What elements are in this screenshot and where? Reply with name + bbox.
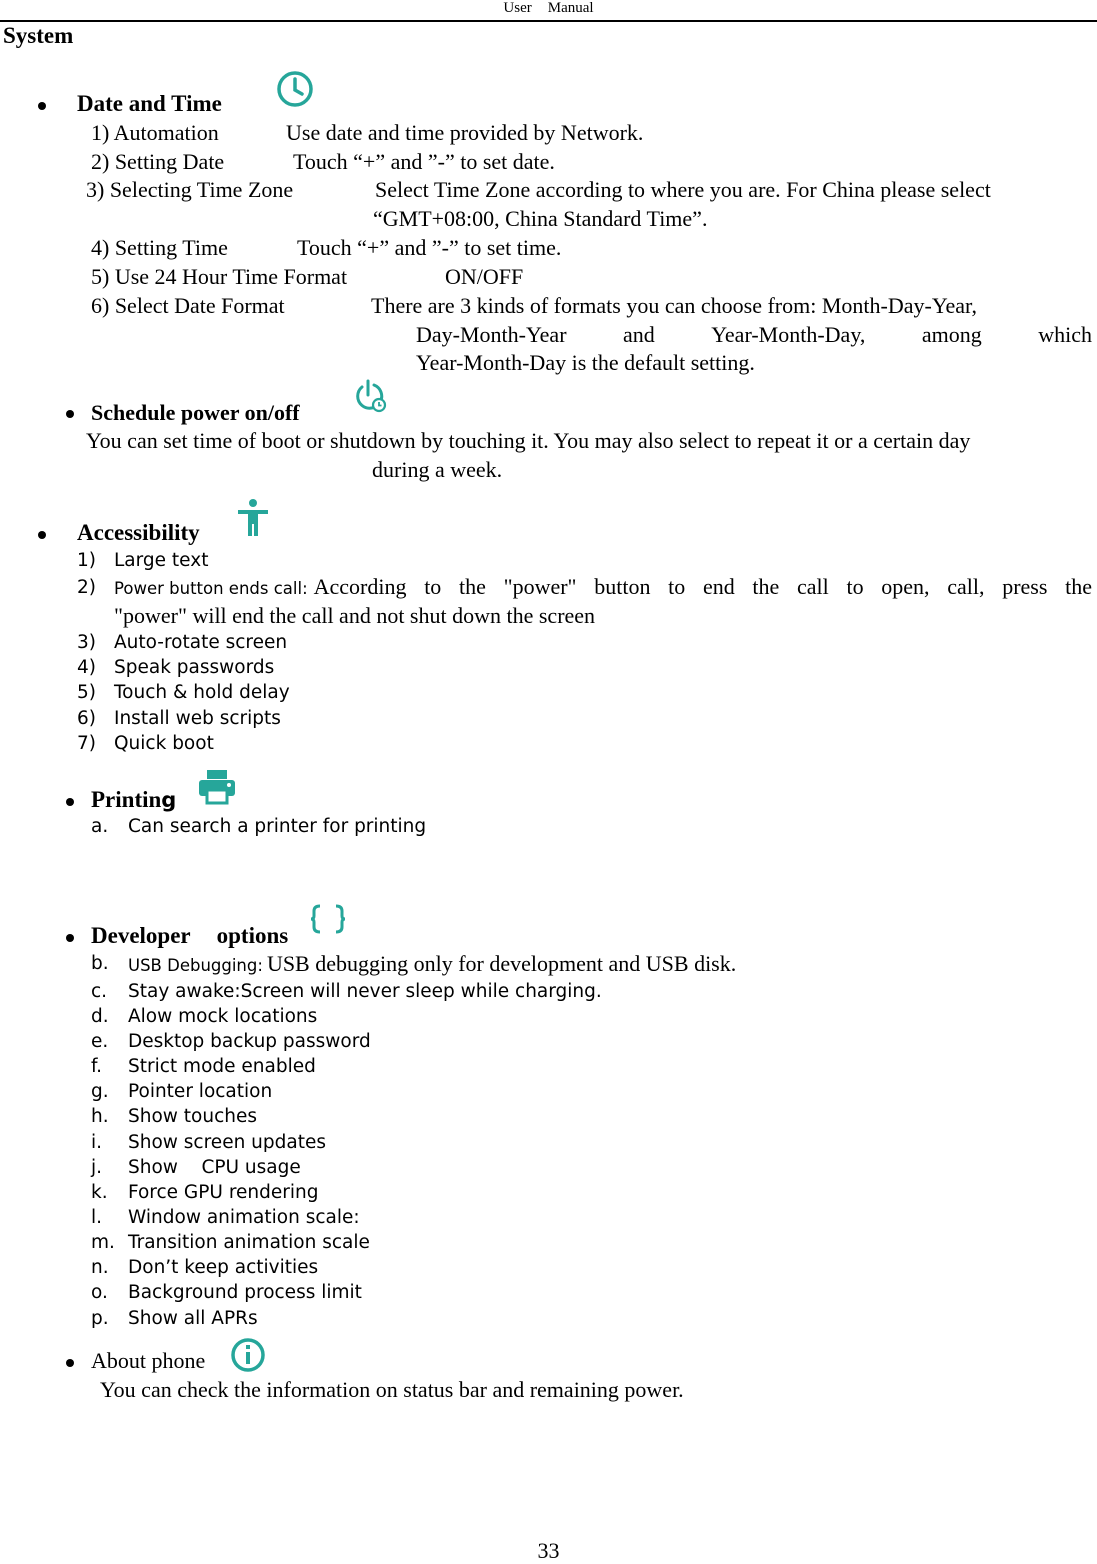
acc-item-2-line [114,574,1092,600]
dt-item-4-desc: Touch “+” and ”-” to set time. [297,235,562,260]
dev-num-h: h. [91,1106,109,1127]
acc-num-5: 5) [77,682,96,703]
dev-num-b: b. [91,953,109,974]
schedule-desc2: during a week. [372,457,503,482]
dev-num-p: p. [91,1308,109,1329]
schedule-heading: Schedule power on/off [91,400,300,425]
about-desc: You can check the information on status bar and remaining power. [100,1377,684,1402]
about-heading: About phone [91,1348,206,1373]
dev-item-l: Window animation scale: [128,1207,360,1228]
date-time-heading: Date and Time [77,91,222,116]
dev-item-j: Show CPU usage [128,1157,301,1178]
dt-item-4-label: 4) Setting Time [91,235,228,260]
acc-num-1: 1) [77,550,96,571]
dev-item-m: Transition animation scale [128,1232,370,1253]
dev-item-f: Strict mode enabled [128,1056,316,1077]
acc-num-6: 6) [77,708,96,729]
dt-item-2-label: 2) Setting Date [91,149,225,174]
dt-item-6-label: 6) Select Date Format [91,293,285,318]
dt-item-6-desc3: Year-Month-Day is the default setting. [416,350,755,375]
power-schedule-icon [352,378,388,414]
dt-item-2-desc: Touch “+” and ”-” to set date. [293,149,555,174]
dev-item-h: Show touches [128,1106,258,1127]
acc-num-7: 7) [77,733,96,754]
dev-num-n: n. [91,1257,109,1278]
bullet [66,410,74,418]
dt-item-5-desc: ON/OFF [445,264,524,289]
acc-item-7: Quick boot [114,733,214,754]
acc-item-6: Install web scripts [114,708,281,729]
printing-heading: Printing [91,787,177,812]
section-title: System [3,23,74,48]
dt-item-1-desc: Use date and time provided by Network. [286,120,644,145]
header-right: Manual [547,0,594,16]
acc-item-2-label: Power button ends call: [114,579,308,598]
dev-num-e: e. [91,1031,109,1052]
dev-item-p: Show all APRs [128,1308,258,1329]
dev-item-n: Don’t keep activities [128,1257,319,1278]
dt-item-6-desc: There are 3 kinds of formats you can choose from: Month-Day-Year, [371,293,977,318]
acc-num-3: 3) [77,632,96,653]
bullet [66,934,74,942]
clock-icon [275,69,315,109]
dev-num-g: g. [91,1081,109,1102]
dev-item-b: USB Debugging: USB debugging only for development and USB disk. [128,951,737,976]
dev-item-g: Pointer location [128,1081,273,1102]
dt-item-3-desc2: “GMT+08:00, China Standard Time”. [373,206,708,231]
acc-item-2-desc2: "power" will end the call and not shut down the screen [114,603,596,628]
bullet [38,531,46,539]
dev-item-i: Show screen updates [128,1132,326,1153]
dev-num-f: f. [91,1056,103,1077]
dev-item-c: Stay awake:Screen will never sleep while charging. [128,981,602,1002]
acc-item-5: Touch & hold delay [114,682,290,703]
acc-item-3: Auto-rotate screen [114,632,288,653]
dev-num-l: l. [91,1207,103,1228]
acc-num-2: 2) [77,577,96,598]
acc-item-1: Large text [114,550,209,571]
dev-num-o: o. [91,1282,108,1303]
accessibility-icon [236,498,270,538]
acc-num-4: 4) [77,657,96,678]
dt-item-5-label: 5) Use 24 Hour Time Format [91,264,348,289]
dev-num-k: k. [91,1182,108,1203]
dev-num-j: j. [91,1157,103,1178]
dt-item-3-label: 3) Selecting Time Zone [86,177,294,202]
acc-item-2-desc: According to the "power" button to end the call to open, call, press the [313,574,1092,599]
print-item-a: Can search a printer for printing [128,816,427,837]
dt-item-6-desc2: Day-Month-Year and Year-Month-Day, among which [416,322,1092,347]
dev-item-k: Force GPU rendering [128,1182,319,1203]
page-header [0,0,1097,22]
bullet [66,798,74,806]
print-num-a: a. [91,816,109,837]
printer-icon [197,768,237,806]
braces-icon [308,903,348,935]
dt-item-1-label: 1) Automation [91,120,219,145]
bullet [38,102,46,110]
dev-num-i: i. [91,1132,103,1153]
acc-item-4: Speak passwords [114,657,275,678]
dt-item-3-desc: Select Time Zone according to where you are. For China please select [375,177,991,202]
dev-item-e: Desktop backup password [128,1031,371,1052]
dev-num-c: c. [91,981,108,1002]
page-number: 33 [537,1538,560,1563]
schedule-desc: You can set time of boot or shutdown by touching it. You may also select to repeat it or a certain day [86,428,971,453]
dev-num-d: d. [91,1006,109,1027]
info-icon [229,1336,267,1374]
header-left: User [503,0,532,16]
dev-item-o: Background process limit [128,1282,362,1303]
dev-num-m: m. [91,1232,115,1253]
dev-item-d: Alow mock locations [128,1006,318,1027]
accessibility-heading: Accessibility [77,520,200,545]
bullet [66,1359,74,1367]
developer-heading: Developer options [91,923,289,948]
